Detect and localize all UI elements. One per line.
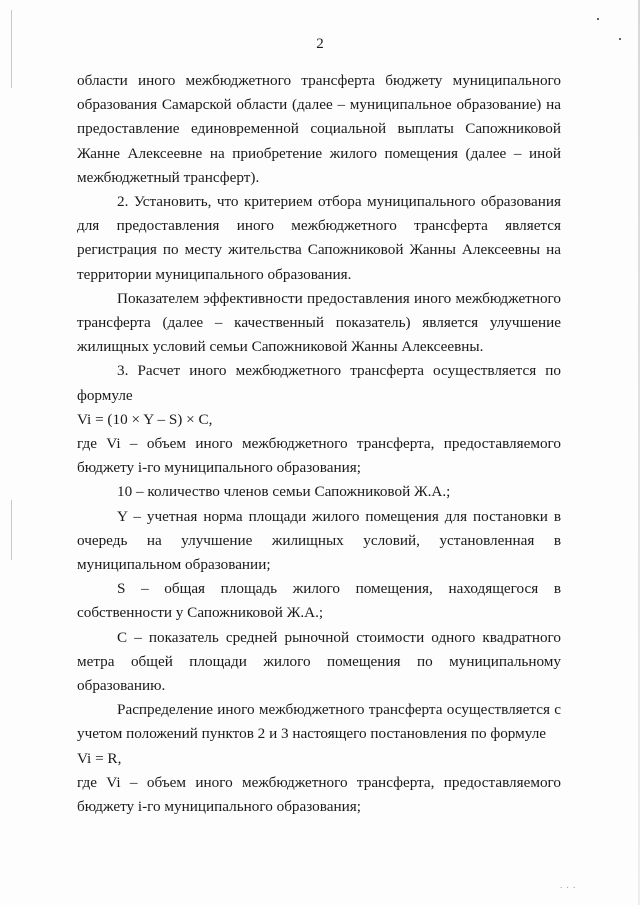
paragraph-s-definition: S – общая площадь жилого помещения, находящегося в собственности у Сапожниковой Ж.А.; xyxy=(77,580,561,622)
page-number: 2 xyxy=(316,36,324,52)
paragraph-item-2: 2. Установить, что критерием отбора муниципального образования для предоставления иного межбюджетного трансферта является регистрация по месту жительства Сапожниковой Жанны Алексеевны на территории муниципального образования. xyxy=(77,193,561,283)
scan-dots: . . . xyxy=(560,880,577,890)
formula-distribution: Vi = R, xyxy=(77,749,122,767)
paragraph-distribution: Распределение иного межбюджетного трансферта осуществляется с учетом положений пунктов 2 и 3 настоящего постановления по формуле xyxy=(77,701,561,743)
formula-main: Vi = (10 × Y – S) × C, xyxy=(77,410,213,428)
scan-speck xyxy=(597,18,599,20)
paragraph-vi-definition-2: где Vi – объем иного межбюджетного трансферта, предоставляемого бюджету i-го муниципального образования; xyxy=(77,773,561,816)
paragraph-family-count: 10 – количество членов семьи Сапожниковой Ж.А.; xyxy=(117,483,451,501)
paragraph-continuation: области иного межбюджетного трансферта бюджету муниципального образования Самарской области (далее – муниципальное образование) на предоставление единовременной социальной выплаты Сапожниковой Жанне Алексеевне на приобретение жилого помещения (далее – иной межбюджетный трансферт). xyxy=(77,72,561,186)
document-body xyxy=(77,69,561,819)
paragraph-quality-indicator: Показателем эффективности предоставления иного межбюджетного трансферта (далее – качественный показатель) является улучшение жилищных условий семьи Сапожниковой Жанны Алексеевны. xyxy=(77,289,561,356)
paragraph-vi-definition: где Vi – объем иного межбюджетного трансферта, предоставляемого бюджету i-го муниципального образования; xyxy=(77,435,561,477)
paragraph-c-definition: C – показатель средней рыночной стоимости одного квадратного метра общей площади жилого помещения по муниципальному образованию. xyxy=(77,628,561,695)
paragraph-item-3: 3. Расчет иного межбюджетного трансферта осуществляется по формуле xyxy=(77,362,561,404)
scan-margin-mark xyxy=(11,500,12,560)
paragraph-y-definition: Y – учетная норма площади жилого помещения для постановки в очередь на улучшение жилищных условий, установленная в муниципальном образовании; xyxy=(77,507,561,574)
